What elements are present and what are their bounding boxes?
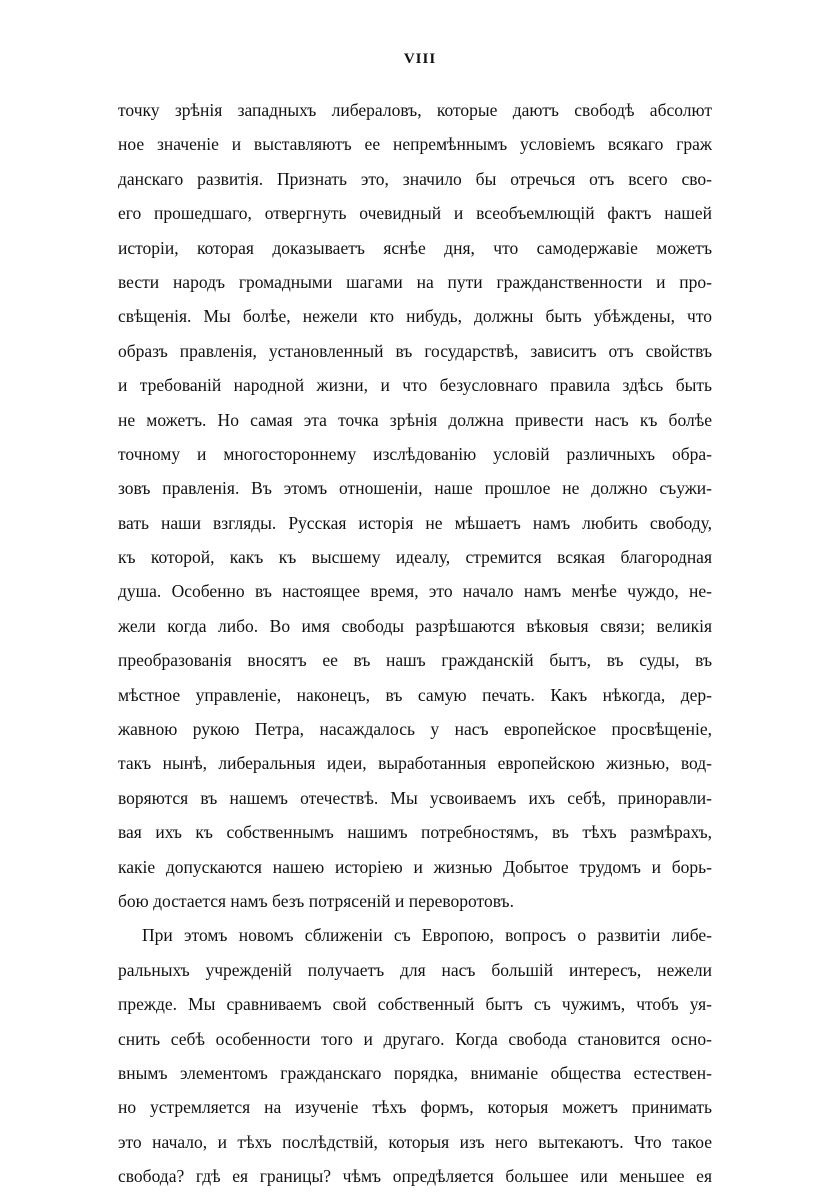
text-line: но устремляется на изученіе тѣхъ формъ, которыя можетъ принимать bbox=[118, 1097, 712, 1118]
text-line: исторіи, которая доказываетъ яснѣе дня, что самодержавіе можетъ bbox=[118, 237, 712, 258]
text-line: мѣстное управленіе, наконецъ, въ самую печать. Какъ нѣкогда, дер- bbox=[118, 684, 712, 705]
text-line: точку зрѣнія западныхъ либераловъ, которые даютъ свободѣ абсолют bbox=[118, 100, 712, 120]
text-line: вать наши взгляды. Русская исторія не мѣшаетъ намъ любить свободу, bbox=[118, 512, 712, 533]
text-line: вая ихъ къ собственнымъ нашимъ потребностямъ, въ тѣхъ размѣрахъ, bbox=[118, 822, 712, 843]
text-line: данскаго развитія. Признать это, значило бы отречься отъ всего сво- bbox=[118, 168, 712, 189]
text-line: вести народъ громадными шагами на пути гражданственности и про- bbox=[118, 271, 712, 292]
text-line: къ которой, какъ къ высшему идеалу, стремится всякая благородная bbox=[118, 547, 712, 568]
text-line: душа. Особенно въ настоящее время, это начало намъ менѣе чуждо, не- bbox=[118, 581, 712, 602]
text-line: зовъ правленія. Въ этомъ отношеніи, наше прошлое не должно съужи- bbox=[118, 478, 712, 499]
page-number: VIII bbox=[403, 51, 437, 67]
text-line: бою достается намъ безъ потрясеній и переворотовъ. bbox=[118, 890, 514, 911]
text-line: ное значеніе и выставляютъ ее непремѣннымъ условіемъ всякаго граж bbox=[118, 134, 712, 155]
text-line: свѣщенія. Мы болѣе, нежели кто нибудь, должны быть убѣждены, что bbox=[118, 306, 712, 327]
text-line: какіе допускаются нашею исторіею и жизнью Добытое трудомъ и борь- bbox=[118, 856, 712, 877]
body-text bbox=[118, 93, 712, 1194]
text-line: точному и многостороннему изслѣдованію условій различныхъ обра- bbox=[118, 443, 712, 464]
text-line: воряются въ нашемъ отечествѣ. Мы усвоиваемъ ихъ себѣ, приноравли- bbox=[118, 787, 712, 808]
text-line: ральныхъ учрежденій получаетъ для насъ большій интересъ, нежели bbox=[118, 959, 712, 980]
text-line: преобразованія вносятъ ее въ нашъ гражданскій бытъ, въ суды, въ bbox=[118, 650, 712, 671]
text-line: это начало, и тѣхъ послѣдствій, которыя изъ него вытекаютъ. Что такое bbox=[118, 1131, 712, 1152]
text-line: снить себѣ особенности того и другаго. Когда свобода становится осно- bbox=[118, 1028, 712, 1049]
text-line: и требованій народной жизни, и что безусловнаго правила здѣсь быть bbox=[118, 375, 712, 396]
text-line: При этомъ новомъ сближеніи съ Европою, вопросъ о развитіи либе- bbox=[142, 925, 712, 946]
text-line: внымъ элементомъ гражданскаго порядка, вниманіе общества естествен- bbox=[118, 1062, 712, 1083]
text-line: не можетъ. Но самая эта точка зрѣнія должна привести насъ къ болѣе bbox=[118, 409, 712, 430]
text-line: жели когда либо. Во имя свободы разрѣшаются вѣковыя связи; великія bbox=[118, 615, 712, 636]
text-line: жавною рукою Петра, насаждалось у насъ европейское просвѣщеніе, bbox=[118, 719, 712, 740]
text-line: образъ правленія, установленный въ государствѣ, зависитъ отъ свойствъ bbox=[118, 340, 712, 361]
text-line: прежде. Мы сравниваемъ свой собственный бытъ съ чужимъ, чтобъ уя- bbox=[118, 994, 712, 1015]
text-line: такъ нынѣ, либеральныя идеи, выработанныя европейскою жизнью, вод- bbox=[118, 753, 712, 774]
text-line: его прошедшаго, отвергнуть очевидный и всеобъемлющій фактъ нашей bbox=[118, 203, 712, 224]
text-line: свобода? гдѣ ея границы? чѣмъ опредѣляется большее или меньшее ея bbox=[118, 1166, 712, 1187]
